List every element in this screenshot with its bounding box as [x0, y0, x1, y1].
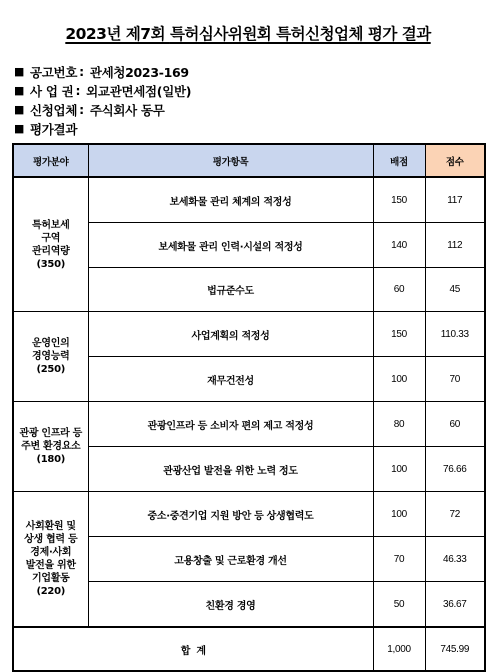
weight-cell: 80: [373, 402, 425, 447]
area-cell: 관광 인프라 등 주변 환경요소 (180): [13, 402, 88, 492]
weight-cell: 50: [373, 582, 425, 628]
weight-cell: 150: [373, 177, 425, 223]
evaluation-table: [12, 143, 486, 672]
weight-cell: 100: [373, 492, 425, 537]
weight-cell: 60: [373, 268, 425, 312]
score-cell: 110.33: [425, 312, 485, 357]
table-header-row: [13, 144, 485, 177]
score-cell: 60: [425, 402, 485, 447]
score-cell: 112: [425, 223, 485, 268]
score-cell: 46.33: [425, 537, 485, 582]
info-value: 외교관면세점(일반): [86, 83, 192, 99]
info-label: 사 업 권: [30, 83, 74, 99]
weight-cell: 70: [373, 537, 425, 582]
item-cell: 중소·중견기업 지원 방안 등 상생협력도: [88, 492, 373, 537]
item-cell: 관광인프라 등 소비자 편의 제고 적정성: [88, 402, 373, 447]
item-cell: 법규준수도: [88, 268, 373, 312]
table-row: [13, 492, 485, 537]
info-value: 주식회사 동무: [89, 102, 165, 118]
table-row: [13, 312, 485, 357]
score-cell: 70: [425, 357, 485, 402]
info-notice-number: [14, 62, 191, 81]
info-label: 신청업체: [30, 102, 78, 118]
area-cell: 사회환원 및 상생 협력 등 경제·사회 발전을 위한 기업활동 (220): [13, 492, 88, 628]
score-cell: 76.66: [425, 447, 485, 492]
table-row: [13, 402, 485, 447]
weight-cell: 100: [373, 447, 425, 492]
total-weight: 1,000: [373, 627, 425, 671]
item-cell: 보세화물 관리 인력·시설의 적정성: [88, 223, 373, 268]
info-label: 평가결과: [30, 121, 78, 137]
weight-cell: 150: [373, 312, 425, 357]
total-row: [13, 627, 485, 671]
area-cell: 특허보세 구역 관리역량 (350): [13, 177, 88, 312]
item-cell: 사업계획의 적정성: [88, 312, 373, 357]
info-colon: :: [75, 83, 81, 98]
area-cell: 운영인의 경영능력 (250): [13, 312, 88, 402]
item-cell: 보세화물 관리 체계의 적정성: [88, 177, 373, 223]
weight-cell: 100: [373, 357, 425, 402]
bullet-square-icon: ■: [14, 122, 25, 135]
info-colon: :: [79, 102, 84, 117]
item-cell: 고용창출 및 근로환경 개선: [88, 537, 373, 582]
info-business-right: [14, 81, 191, 100]
info-block: [14, 62, 191, 138]
item-cell: 관광산업 발전을 위한 노력 정도: [88, 447, 373, 492]
page-title: [0, 22, 496, 44]
total-score: 745.99: [425, 627, 485, 671]
bullet-square-icon: ■: [14, 103, 25, 116]
table-row: [13, 177, 485, 223]
score-cell: 72: [425, 492, 485, 537]
bullet-square-icon: ■: [14, 84, 25, 97]
info-applicant: [14, 100, 191, 119]
title-year: 2023년 제7회: [65, 25, 170, 43]
score-cell: 117: [425, 177, 485, 223]
info-colon: :: [79, 64, 84, 79]
item-cell: 재무건전성: [88, 357, 373, 402]
weight-cell: 140: [373, 223, 425, 268]
header-area: 평가분야: [13, 144, 88, 177]
item-cell: 친환경 경영: [88, 582, 373, 628]
score-cell: 45: [425, 268, 485, 312]
title-text: 특허심사위원회 특허신청업체 평가 결과: [169, 25, 431, 43]
score-cell: 36.67: [425, 582, 485, 628]
header-weight: 배점: [373, 144, 425, 177]
total-label: 합 계: [13, 627, 373, 671]
info-value: 관세청2023-169: [89, 64, 189, 80]
header-item: 평가항목: [88, 144, 373, 177]
info-result-heading: [14, 119, 191, 138]
info-label: 공고번호: [30, 64, 78, 80]
bullet-square-icon: ■: [14, 65, 25, 78]
header-score: 점수: [425, 144, 485, 177]
